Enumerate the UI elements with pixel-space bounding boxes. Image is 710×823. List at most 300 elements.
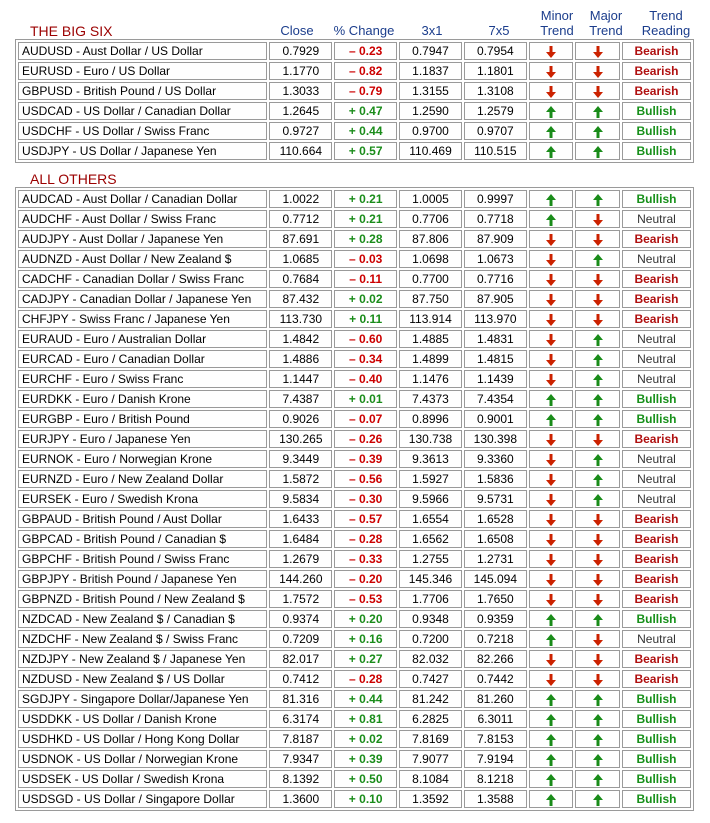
table-row — [18, 122, 691, 140]
table-row — [18, 630, 691, 648]
pair-name: NZDCHF - New Zealand $ / Swiss Franc — [18, 630, 267, 648]
avg-7x5-value: 145.094 — [464, 570, 527, 588]
change-value: – 0.28 — [334, 530, 397, 548]
arrow-down-icon — [546, 554, 556, 566]
avg-3x1-value: 1.3592 — [399, 790, 462, 808]
arrow-up-icon — [593, 454, 603, 466]
pair-name: NZDCAD - New Zealand $ / Canadian $ — [18, 610, 267, 628]
major-trend-cell — [575, 82, 620, 100]
section-title-big-six: THE BIG SIX — [30, 23, 113, 39]
trend-reading: Bullish — [622, 730, 691, 748]
major-trend-cell — [575, 490, 620, 508]
close-value: 1.2645 — [269, 102, 332, 120]
trend-reading: Neutral — [622, 630, 691, 648]
change-value: + 0.57 — [334, 142, 397, 160]
arrow-down-icon — [593, 214, 603, 226]
arrow-up-icon — [546, 614, 556, 626]
change-value: + 0.16 — [334, 630, 397, 648]
avg-3x1-value: 0.8996 — [399, 410, 462, 428]
avg-7x5-value: 1.1439 — [464, 370, 527, 388]
major-trend-cell — [575, 770, 620, 788]
trend-reading: Bearish — [622, 650, 691, 668]
arrow-up-icon — [593, 794, 603, 806]
trend-reading: Bearish — [622, 510, 691, 528]
major-trend-cell — [575, 710, 620, 728]
arrow-down-icon — [546, 374, 556, 386]
avg-7x5-value: 0.9997 — [464, 190, 527, 208]
avg-3x1-value: 0.7706 — [399, 210, 462, 228]
change-value: – 0.60 — [334, 330, 397, 348]
avg-3x1-value: 1.4885 — [399, 330, 462, 348]
close-value: 9.3449 — [269, 450, 332, 468]
arrow-down-icon — [546, 314, 556, 326]
change-value: – 0.20 — [334, 570, 397, 588]
pair-name: AUDCHF - Aust Dollar / Swiss Franc — [18, 210, 267, 228]
minor-trend-cell — [529, 270, 574, 288]
close-value: 0.7684 — [269, 270, 332, 288]
arrow-up-icon — [546, 774, 556, 786]
trend-reading: Bullish — [622, 122, 691, 140]
arrow-up-icon — [593, 374, 603, 386]
arrow-up-icon — [593, 714, 603, 726]
change-value: + 0.50 — [334, 770, 397, 788]
minor-trend-cell — [529, 470, 574, 488]
pair-name: CADCHF - Canadian Dollar / Swiss Franc — [18, 270, 267, 288]
avg-7x5-value: 1.5836 — [464, 470, 527, 488]
avg-3x1-value: 1.7706 — [399, 590, 462, 608]
close-value: 1.2679 — [269, 550, 332, 568]
trend-reading: Bearish — [622, 530, 691, 548]
pair-name: EURJPY - Euro / Japanese Yen — [18, 430, 267, 448]
header-close: Close — [280, 23, 314, 38]
avg-7x5-value: 1.2731 — [464, 550, 527, 568]
change-value: – 0.30 — [334, 490, 397, 508]
trend-reading: Bullish — [622, 190, 691, 208]
minor-trend-cell — [529, 142, 574, 160]
major-trend-cell — [575, 102, 620, 120]
pair-name: SGDJPY - Singapore Dollar/Japanese Yen — [18, 690, 267, 708]
minor-trend-cell — [529, 550, 574, 568]
major-trend-cell — [575, 650, 620, 668]
minor-trend-cell — [529, 102, 574, 120]
arrow-down-icon — [593, 654, 603, 666]
close-value: 7.4387 — [269, 390, 332, 408]
pair-name: USDJPY - US Dollar / Japanese Yen — [18, 142, 267, 160]
avg-7x5-value: 1.6528 — [464, 510, 527, 528]
arrow-down-icon — [546, 354, 556, 366]
arrow-up-icon — [593, 106, 603, 118]
major-trend-cell — [575, 430, 620, 448]
major-trend-cell — [575, 730, 620, 748]
pair-name: AUDJPY - Aust Dollar / Japanese Yen — [18, 230, 267, 248]
avg-7x5-value: 0.9707 — [464, 122, 527, 140]
avg-3x1-value: 81.242 — [399, 690, 462, 708]
pair-name: USDHKD - US Dollar / Hong Kong Dollar — [18, 730, 267, 748]
change-value: + 0.10 — [334, 790, 397, 808]
major-trend-cell — [575, 570, 620, 588]
close-value: 0.9026 — [269, 410, 332, 428]
table-row — [18, 570, 691, 588]
change-value: – 0.57 — [334, 510, 397, 528]
minor-trend-cell — [529, 42, 574, 60]
avg-7x5-value: 1.2579 — [464, 102, 527, 120]
header-trend-reading-line2: Reading — [641, 23, 691, 38]
arrow-down-icon — [546, 474, 556, 486]
close-value: 9.5834 — [269, 490, 332, 508]
avg-3x1-value: 9.5966 — [399, 490, 462, 508]
close-value: 87.691 — [269, 230, 332, 248]
arrow-up-icon — [546, 794, 556, 806]
close-value: 1.6484 — [269, 530, 332, 548]
table-row — [18, 370, 691, 388]
avg-3x1-value: 1.1837 — [399, 62, 462, 80]
arrow-down-icon — [546, 454, 556, 466]
trend-reading: Bullish — [622, 102, 691, 120]
arrow-up-icon — [593, 126, 603, 138]
trend-reading: Neutral — [622, 210, 691, 228]
avg-3x1-value: 0.7200 — [399, 630, 462, 648]
avg-7x5-value: 0.9001 — [464, 410, 527, 428]
arrow-down-icon — [546, 66, 556, 78]
minor-trend-cell — [529, 450, 574, 468]
major-trend-cell — [575, 690, 620, 708]
header-trend-reading-line1: Trend — [649, 8, 683, 23]
arrow-down-icon — [593, 86, 603, 98]
table-row — [18, 230, 691, 248]
avg-7x5-value: 82.266 — [464, 650, 527, 668]
change-value: – 0.39 — [334, 450, 397, 468]
table-row — [18, 42, 691, 60]
pair-name: AUDUSD - Aust Dollar / US Dollar — [18, 42, 267, 60]
arrow-down-icon — [593, 674, 603, 686]
avg-7x5-value: 6.3011 — [464, 710, 527, 728]
avg-3x1-value: 0.9700 — [399, 122, 462, 140]
arrow-down-icon — [546, 86, 556, 98]
avg-7x5-value: 1.3108 — [464, 82, 527, 100]
change-value: + 0.02 — [334, 290, 397, 308]
change-value: – 0.53 — [334, 590, 397, 608]
major-trend-cell — [575, 510, 620, 528]
avg-7x5-value: 8.1218 — [464, 770, 527, 788]
avg-7x5-value: 0.7218 — [464, 630, 527, 648]
trend-reading: Bearish — [622, 570, 691, 588]
arrow-up-icon — [593, 774, 603, 786]
trend-reading: Neutral — [622, 370, 691, 388]
minor-trend-cell — [529, 670, 574, 688]
trend-reading: Bullish — [622, 790, 691, 808]
change-value: + 0.44 — [334, 690, 397, 708]
table-row — [18, 102, 691, 120]
pair-name: CADJPY - Canadian Dollar / Japanese Yen — [18, 290, 267, 308]
table-row — [18, 650, 691, 668]
header-major-trend-line2: Trend — [589, 23, 623, 38]
pair-name: GBPJPY - British Pound / Japanese Yen — [18, 570, 267, 588]
change-value: + 0.27 — [334, 650, 397, 668]
arrow-down-icon — [593, 554, 603, 566]
arrow-down-icon — [546, 46, 556, 58]
major-trend-cell — [575, 210, 620, 228]
avg-7x5-value: 1.1801 — [464, 62, 527, 80]
arrow-up-icon — [546, 694, 556, 706]
close-value: 1.6433 — [269, 510, 332, 528]
arrow-up-icon — [546, 214, 556, 226]
change-value: + 0.47 — [334, 102, 397, 120]
avg-7x5-value: 0.7954 — [464, 42, 527, 60]
minor-trend-cell — [529, 730, 574, 748]
avg-3x1-value: 7.9077 — [399, 750, 462, 768]
header-trend-reading — [631, 8, 701, 38]
pair-name: EURAUD - Euro / Australian Dollar — [18, 330, 267, 348]
minor-trend-cell — [529, 690, 574, 708]
avg-7x5-value: 0.9359 — [464, 610, 527, 628]
trend-reading: Bullish — [622, 750, 691, 768]
major-trend-cell — [575, 330, 620, 348]
major-trend-cell — [575, 630, 620, 648]
table-row — [18, 490, 691, 508]
avg-3x1-value: 0.9348 — [399, 610, 462, 628]
arrow-up-icon — [546, 734, 556, 746]
close-value: 81.316 — [269, 690, 332, 708]
major-trend-cell — [575, 790, 620, 808]
close-value: 1.0685 — [269, 250, 332, 268]
arrow-up-icon — [546, 126, 556, 138]
avg-3x1-value: 1.5927 — [399, 470, 462, 488]
arrow-down-icon — [593, 46, 603, 58]
minor-trend-cell — [529, 750, 574, 768]
table-row — [18, 410, 691, 428]
change-value: – 0.23 — [334, 42, 397, 60]
table-row — [18, 530, 691, 548]
pair-name: EURGBP - Euro / British Pound — [18, 410, 267, 428]
trend-reading: Bearish — [622, 82, 691, 100]
trend-reading: Neutral — [622, 470, 691, 488]
major-trend-cell — [575, 370, 620, 388]
change-value: + 0.39 — [334, 750, 397, 768]
arrow-down-icon — [593, 634, 603, 646]
table-row — [18, 610, 691, 628]
avg-3x1-value: 7.8169 — [399, 730, 462, 748]
avg-7x5-value: 9.5731 — [464, 490, 527, 508]
arrow-up-icon — [546, 754, 556, 766]
arrow-up-icon — [593, 194, 603, 206]
major-trend-cell — [575, 590, 620, 608]
arrow-up-icon — [546, 394, 556, 406]
table-row — [18, 142, 691, 160]
close-value: 1.7572 — [269, 590, 332, 608]
major-trend-cell — [575, 270, 620, 288]
avg-3x1-value: 7.4373 — [399, 390, 462, 408]
avg-7x5-value: 7.8153 — [464, 730, 527, 748]
arrow-up-icon — [593, 614, 603, 626]
change-value: – 0.28 — [334, 670, 397, 688]
close-value: 144.260 — [269, 570, 332, 588]
trend-reading: Bullish — [622, 770, 691, 788]
minor-trend-cell — [529, 610, 574, 628]
arrow-down-icon — [546, 294, 556, 306]
avg-7x5-value: 1.4831 — [464, 330, 527, 348]
pair-name: USDNOK - US Dollar / Norwegian Krone — [18, 750, 267, 768]
arrow-up-icon — [593, 146, 603, 158]
major-trend-cell — [575, 610, 620, 628]
avg-3x1-value: 130.738 — [399, 430, 462, 448]
arrow-up-icon — [593, 354, 603, 366]
arrow-up-icon — [593, 494, 603, 506]
pair-name: EURUSD - Euro / US Dollar — [18, 62, 267, 80]
close-value: 1.1770 — [269, 62, 332, 80]
pair-name: EURCAD - Euro / Canadian Dollar — [18, 350, 267, 368]
avg-3x1-value: 0.7427 — [399, 670, 462, 688]
avg-7x5-value: 87.909 — [464, 230, 527, 248]
avg-7x5-value: 87.905 — [464, 290, 527, 308]
major-trend-cell — [575, 290, 620, 308]
table-row — [18, 790, 691, 808]
avg-7x5-value: 9.3360 — [464, 450, 527, 468]
pair-name: GBPCHF - British Pound / Swiss Franc — [18, 550, 267, 568]
minor-trend-cell — [529, 290, 574, 308]
table-row — [18, 770, 691, 788]
trend-reading: Neutral — [622, 250, 691, 268]
arrow-down-icon — [546, 534, 556, 546]
pair-name: EURNOK - Euro / Norwegian Krone — [18, 450, 267, 468]
pair-name: NZDJPY - New Zealand $ / Japanese Yen — [18, 650, 267, 668]
major-trend-cell — [575, 670, 620, 688]
minor-trend-cell — [529, 430, 574, 448]
minor-trend-cell — [529, 530, 574, 548]
major-trend-cell — [575, 750, 620, 768]
pair-name: USDSEK - US Dollar / Swedish Krona — [18, 770, 267, 788]
major-trend-cell — [575, 142, 620, 160]
close-value: 1.4842 — [269, 330, 332, 348]
change-value: – 0.34 — [334, 350, 397, 368]
avg-3x1-value: 6.2825 — [399, 710, 462, 728]
table-row — [18, 430, 691, 448]
header-7x5: 7x5 — [488, 23, 510, 38]
minor-trend-cell — [529, 390, 574, 408]
change-value: – 0.82 — [334, 62, 397, 80]
minor-trend-cell — [529, 410, 574, 428]
close-value: 82.017 — [269, 650, 332, 668]
table-row — [18, 750, 691, 768]
arrow-down-icon — [546, 254, 556, 266]
minor-trend-cell — [529, 82, 574, 100]
avg-3x1-value: 113.914 — [399, 310, 462, 328]
minor-trend-cell — [529, 510, 574, 528]
avg-7x5-value: 1.0673 — [464, 250, 527, 268]
change-value: + 0.28 — [334, 230, 397, 248]
arrow-up-icon — [593, 334, 603, 346]
pair-name: EURDKK - Euro / Danish Krone — [18, 390, 267, 408]
trend-reading: Neutral — [622, 490, 691, 508]
close-value: 1.1447 — [269, 370, 332, 388]
pair-name: EURCHF - Euro / Swiss Franc — [18, 370, 267, 388]
minor-trend-cell — [529, 790, 574, 808]
major-trend-cell — [575, 230, 620, 248]
arrow-down-icon — [546, 334, 556, 346]
minor-trend-cell — [529, 350, 574, 368]
arrow-down-icon — [593, 66, 603, 78]
change-value: – 0.79 — [334, 82, 397, 100]
arrow-up-icon — [593, 754, 603, 766]
arrow-up-icon — [546, 194, 556, 206]
table-row — [18, 390, 691, 408]
pair-name: USDCAD - US Dollar / Canadian Dollar — [18, 102, 267, 120]
avg-3x1-value: 1.2590 — [399, 102, 462, 120]
major-trend-cell — [575, 470, 620, 488]
avg-3x1-value: 1.6562 — [399, 530, 462, 548]
avg-3x1-value: 1.1476 — [399, 370, 462, 388]
minor-trend-cell — [529, 310, 574, 328]
pair-name: CHFJPY - Swiss Franc / Japanese Yen — [18, 310, 267, 328]
arrow-up-icon — [546, 146, 556, 158]
trend-reading: Bearish — [622, 550, 691, 568]
close-value: 1.0022 — [269, 190, 332, 208]
table-row — [18, 82, 691, 100]
avg-7x5-value: 113.970 — [464, 310, 527, 328]
table-row — [18, 690, 691, 708]
arrow-down-icon — [546, 434, 556, 446]
minor-trend-cell — [529, 590, 574, 608]
arrow-down-icon — [593, 274, 603, 286]
trend-reading: Bearish — [622, 430, 691, 448]
close-value: 0.7412 — [269, 670, 332, 688]
arrow-up-icon — [593, 694, 603, 706]
section-title-all-others: ALL OTHERS — [30, 171, 117, 187]
change-value: – 0.33 — [334, 550, 397, 568]
close-value: 0.7209 — [269, 630, 332, 648]
table-row — [18, 290, 691, 308]
table-row — [18, 330, 691, 348]
avg-3x1-value: 0.7700 — [399, 270, 462, 288]
table-row — [18, 670, 691, 688]
avg-7x5-value: 130.398 — [464, 430, 527, 448]
major-trend-cell — [575, 550, 620, 568]
trend-reading: Bullish — [622, 410, 691, 428]
change-value: – 0.56 — [334, 470, 397, 488]
close-value: 0.7712 — [269, 210, 332, 228]
pair-name: GBPAUD - British Pound / Aust Dollar — [18, 510, 267, 528]
minor-trend-cell — [529, 230, 574, 248]
change-value: + 0.44 — [334, 122, 397, 140]
trend-reading: Neutral — [622, 450, 691, 468]
arrow-down-icon — [546, 674, 556, 686]
pair-name: USDCHF - US Dollar / Swiss Franc — [18, 122, 267, 140]
close-value: 0.7929 — [269, 42, 332, 60]
close-value: 7.9347 — [269, 750, 332, 768]
avg-7x5-value: 0.7718 — [464, 210, 527, 228]
pair-name: GBPCAD - British Pound / Canadian $ — [18, 530, 267, 548]
pair-name: GBPNZD - British Pound / New Zealand $ — [18, 590, 267, 608]
table-row — [18, 470, 691, 488]
avg-7x5-value: 7.4354 — [464, 390, 527, 408]
minor-trend-cell — [529, 370, 574, 388]
avg-7x5-value: 1.6508 — [464, 530, 527, 548]
avg-7x5-value: 7.9194 — [464, 750, 527, 768]
close-value: 7.8187 — [269, 730, 332, 748]
arrow-down-icon — [593, 234, 603, 246]
arrow-down-icon — [593, 314, 603, 326]
close-value: 8.1392 — [269, 770, 332, 788]
change-value: + 0.02 — [334, 730, 397, 748]
change-value: + 0.01 — [334, 390, 397, 408]
trend-reading: Bearish — [622, 670, 691, 688]
arrow-down-icon — [546, 494, 556, 506]
minor-trend-cell — [529, 650, 574, 668]
table-row — [18, 450, 691, 468]
change-value: – 0.07 — [334, 410, 397, 428]
major-trend-cell — [575, 390, 620, 408]
trend-reading: Bearish — [622, 270, 691, 288]
avg-3x1-value: 1.3155 — [399, 82, 462, 100]
